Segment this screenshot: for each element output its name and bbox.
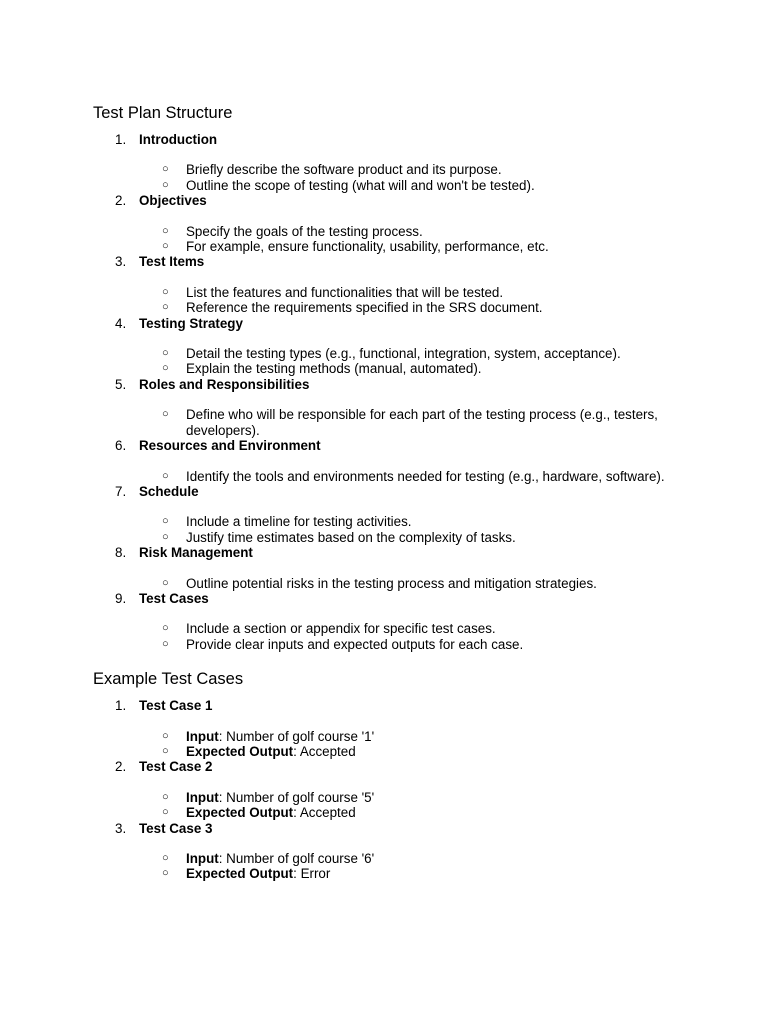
sub-list: [139, 729, 713, 760]
sub-list-item: [139, 637, 713, 652]
sub-list-item: [139, 621, 713, 636]
bullet-text: Provide clear inputs and expected outputs for each case.: [186, 636, 524, 652]
list-item: [93, 438, 713, 484]
bullet-text: Outline the scope of testing (what will and won't be tested).: [186, 177, 535, 193]
sub-list: [139, 576, 713, 591]
input-value: : Number of golf course '6': [218, 851, 375, 866]
list-item: [93, 254, 713, 315]
list-item: [93, 759, 713, 820]
list-item: [93, 193, 713, 254]
test-cases-list: [93, 698, 713, 882]
item-number: 8.: [115, 545, 127, 561]
bullet-text: Explain the testing methods (manual, automated).: [186, 361, 482, 377]
circle-bullet-icon: ○: [162, 178, 169, 191]
circle-bullet-icon: ○: [162, 622, 169, 635]
item-title: Test Case 3: [139, 820, 213, 836]
bullet-text: Identify the tools and environments needed for testing (e.g., hardware, software).: [186, 468, 665, 484]
sub-list-item: [139, 346, 713, 361]
circle-bullet-icon: ○: [162, 729, 169, 742]
sub-list-item: [139, 239, 713, 254]
sub-list: [139, 224, 713, 255]
circle-bullet-icon: ○: [162, 530, 169, 543]
list-item: [93, 591, 713, 652]
item-title: Testing Strategy: [139, 315, 243, 331]
sub-list-item: [139, 729, 713, 744]
item-number: 2.: [115, 193, 127, 209]
item-number: 3.: [115, 254, 127, 270]
circle-bullet-icon: ○: [162, 867, 169, 880]
sub-list: [139, 514, 713, 545]
bullet-text: Detail the testing types (e.g., functional, integration, system, acceptance).: [186, 346, 621, 362]
circle-bullet-icon: ○: [162, 637, 169, 650]
bullet-text: Specify the goals of the testing process.: [186, 223, 423, 239]
expected-output-label: Expected Output: [186, 805, 294, 821]
sub-list: [139, 285, 713, 316]
sub-list-item: [139, 285, 713, 300]
sub-list-item: [139, 407, 713, 438]
sub-list: [139, 162, 713, 193]
item-title: Test Case 1: [139, 698, 213, 714]
expected-output-label: Expected Output: [186, 866, 294, 882]
sub-list-item: [139, 790, 713, 805]
item-number: 9.: [115, 590, 127, 606]
item-number: 1.: [115, 132, 127, 147]
circle-bullet-icon: ○: [162, 301, 169, 314]
item-title: Test Case 2: [139, 759, 213, 775]
section-heading-example-test-cases: Example Test Cases: [93, 670, 244, 689]
circle-bullet-icon: ○: [162, 240, 169, 253]
circle-bullet-icon: ○: [162, 163, 169, 176]
expected-output-label: Expected Output: [186, 743, 294, 759]
sub-list-item: [139, 805, 713, 820]
item-title: Risk Management: [139, 545, 253, 561]
sub-list-item: [139, 469, 713, 484]
bullet-text: Include a timeline for testing activities.: [186, 514, 412, 530]
sub-list-item: [139, 866, 713, 881]
circle-bullet-icon: ○: [162, 469, 169, 482]
circle-bullet-icon: ○: [162, 744, 169, 757]
bullet-text: Outline potential risks in the testing process and mitigation strategies.: [186, 575, 597, 591]
list-item: [93, 377, 713, 438]
sub-list: [139, 790, 713, 821]
circle-bullet-icon: ○: [162, 515, 169, 528]
sub-list-item: [139, 361, 713, 376]
input-value: : Number of golf course '5': [218, 789, 375, 805]
sub-list-item: [139, 576, 713, 591]
sub-list-item: [139, 851, 713, 866]
item-number: 6.: [115, 438, 127, 454]
item-title: Objectives: [139, 193, 207, 209]
circle-bullet-icon: ○: [162, 790, 169, 803]
section-heading-test-plan-structure: Test Plan Structure: [93, 104, 233, 122]
input-label: Input: [186, 851, 219, 866]
bullet-text: Reference the requirements specified in the SRS document.: [186, 300, 543, 316]
sub-list-item: [139, 224, 713, 239]
item-number: 3.: [115, 820, 127, 836]
item-title: Schedule: [139, 483, 199, 499]
bullet-text: Briefly describe the software product and its purpose.: [186, 162, 502, 178]
circle-bullet-icon: ○: [162, 852, 169, 864]
circle-bullet-icon: ○: [162, 806, 169, 819]
list-item: [93, 821, 713, 882]
circle-bullet-icon: ○: [162, 285, 169, 298]
circle-bullet-icon: ○: [162, 224, 169, 237]
sub-list-item: [139, 300, 713, 315]
circle-bullet-icon: ○: [162, 362, 169, 375]
bullet-text: Define who will be responsible for each part of the testing process (e.g., testers, developers).: [186, 407, 658, 438]
item-title: Roles and Responsibilities: [139, 376, 310, 392]
list-item: [93, 132, 713, 193]
item-title: Resources and Environment: [139, 438, 321, 454]
item-number: 1.: [115, 698, 127, 714]
item-title: Introduction: [139, 132, 218, 147]
sub-list-item: [139, 514, 713, 529]
bullet-text: Justify time estimates based on the complexity of tasks.: [186, 529, 516, 545]
sub-list-item: [139, 178, 713, 193]
sub-list: [139, 621, 713, 652]
bullet-text: Include a section or appendix for specific test cases.: [186, 621, 496, 637]
item-number: 7.: [115, 483, 127, 499]
sub-list: [139, 346, 713, 377]
expected-output-value: : Accepted: [293, 805, 356, 821]
sub-list-item: [139, 744, 713, 759]
list-item: [93, 698, 713, 759]
sub-list-item: [139, 530, 713, 545]
circle-bullet-icon: ○: [162, 576, 169, 589]
test-plan-list: [93, 132, 713, 652]
expected-output-value: : Error: [293, 866, 331, 882]
item-number: 5.: [115, 376, 127, 392]
expected-output-value: : Accepted: [293, 743, 356, 759]
input-label: Input: [186, 728, 219, 744]
input-value: : Number of golf course '1': [218, 728, 375, 744]
list-item: [93, 316, 713, 377]
circle-bullet-icon: ○: [162, 408, 169, 421]
item-title: Test Cases: [139, 590, 209, 606]
item-number: 4.: [115, 315, 127, 331]
sub-list-item: [139, 162, 713, 177]
item-title: Test Items: [139, 254, 205, 270]
bullet-text: For example, ensure functionality, usability, performance, etc.: [186, 239, 549, 255]
document-page: [93, 102, 713, 882]
bullet-text: List the features and functionalities that will be tested.: [186, 284, 504, 300]
sub-list: [139, 469, 713, 484]
input-label: Input: [186, 789, 219, 805]
list-item: [93, 484, 713, 545]
sub-list: [139, 851, 713, 882]
sub-list: [139, 407, 713, 438]
item-number: 2.: [115, 759, 127, 775]
list-item: [93, 545, 713, 591]
circle-bullet-icon: ○: [162, 347, 169, 360]
